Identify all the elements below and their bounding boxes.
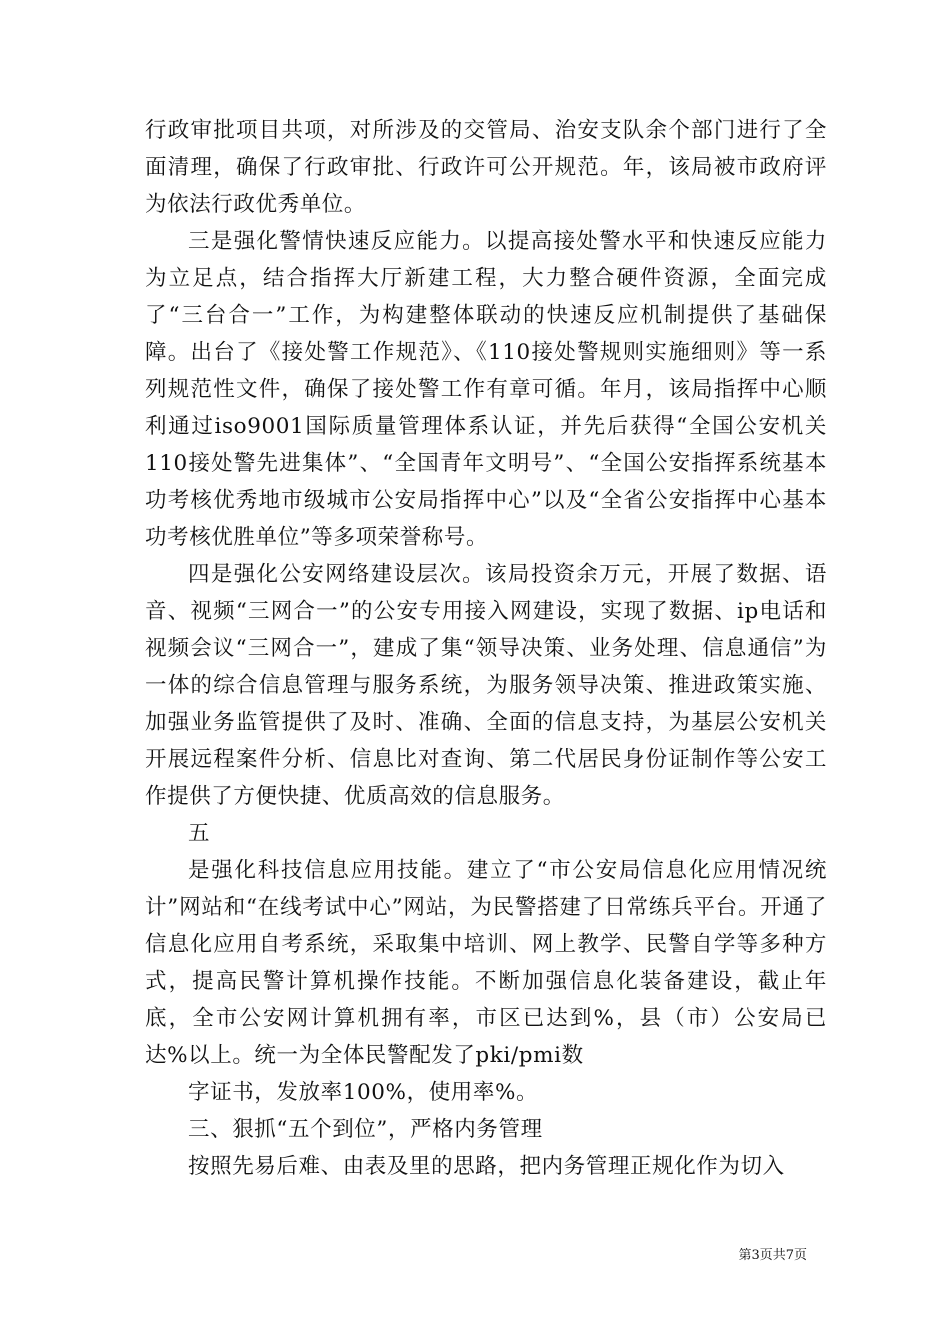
paragraph-network-construction: 四是强化公安网络建设层次。该局投资余万元，开展了数据、语音、视频“三网合一”的公安专用接入网建设，实现了数据、ip电话和视频会议“三网合一”，建成了集“领导决策、业务处理、信息通信”为一体的综合信息管理与服务系统，为服务领导决策、推进政策实施、加强业务监管提供了及时、准确、全面的信息支持，为基层公安机关开展远程案件分析、信息比对查询、第二代居民身份证制作等公安工作提供了方便快捷、优质高效的信息服务。	[145, 562, 827, 809]
document-body	[145, 112, 827, 1185]
paragraph-tech-skills: 是强化科技信息应用技能。建立了“市公安局信息化应用情况统计”网站和“在线考试中心”网站，为民警搭建了日常练兵平台。开通了信息化应用自考系统，采取集中培训、网上教学、民警自学等多种方式，提高民警计算机操作技能。不断加强信息化装备建设，截止年底，全市公安网计算机拥有率，市区已达到%，县（市）公安局已达%以上。统一为全体民警配发了pki/pmi数	[145, 858, 827, 1068]
paragraph-police-response: 三是强化警情快速反应能力。以提高接处警水平和快速反应能力为立足点，结合指挥大厅新建工程，大力整合硬件资源，全面完成了“三台合一”工作，为构建整体联动的快速反应机制提供了基础保障。出台了《接处警工作规范》、《110接处警规则实施细则》等一系列规范性文件，确保了接处警工作有章可循。年月，该局指挥中心顺利通过iso9001国际质量管理体系认证，并先后获得“全国公安机关110接处警先进集体”、“全国青年文明号”、“全国公安指挥系统基本功考核优秀地市级城市公安局指挥中心”以及“全省公安指挥中心基本功考核优胜单位”等多项荣誉称号。	[145, 229, 827, 550]
section-heading-internal-management: 三、狠抓“五个到位”，严格内务管理	[188, 1117, 543, 1142]
paragraph-number-five: 五	[188, 821, 211, 846]
paragraph-management-approach: 按照先易后难、由表及里的思路，把内务管理正规化作为切入	[188, 1154, 785, 1179]
page-number-footer: 第3页共7页	[738, 1248, 807, 1263]
paragraph-certificate: 字证书，发放率100%，使用率%。	[188, 1080, 539, 1105]
paragraph-admin-approval: 行政审批项目共项，对所涉及的交管局、治安支队余个部门进行了全面清理，确保了行政审批、行政许可公开规范。年，该局被市政府评为依法行政优秀单位。	[145, 118, 827, 217]
